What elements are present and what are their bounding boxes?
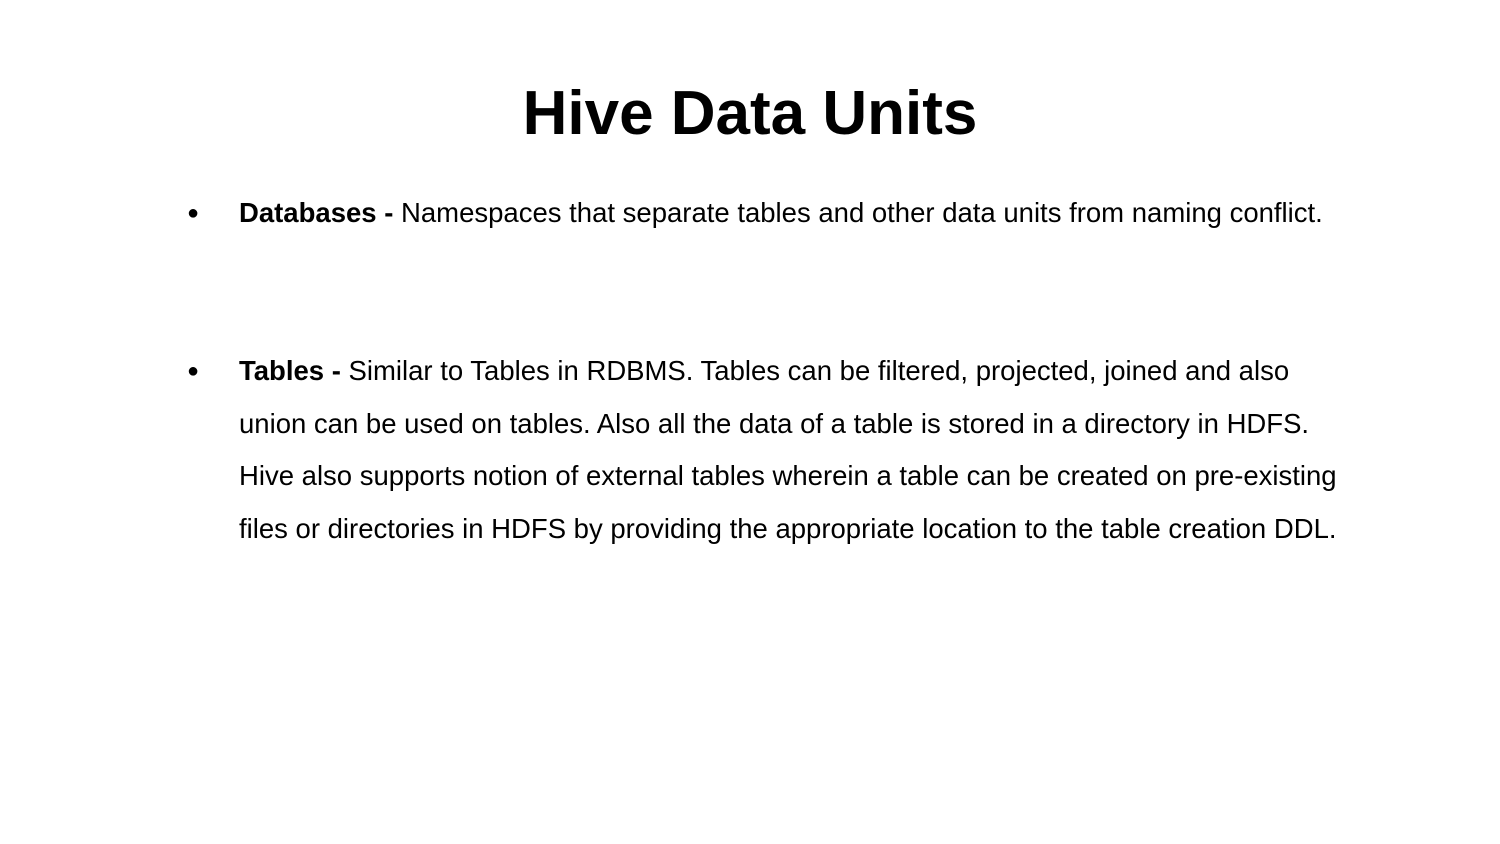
bullet-text: Similar to Tables in RDBMS. Tables can be filtered, projected, joined and also union can be used on tables. Also all the data of a table is stored in a directory in HDFS. Hive also supports notion of external tables wherein a table can be created on pre-existing files or directories in HDFS by providing the appropriate location to the table creation DDL.: [239, 355, 1337, 544]
bullet-term: Tables -: [239, 355, 341, 386]
bullet-dot-icon: ●: [187, 360, 200, 382]
bullet-text: Namespaces that separate tables and other data units from naming conflict.: [393, 197, 1323, 228]
bullet-term: Databases -: [239, 197, 394, 228]
bullet-item-tables: [187, 345, 1339, 555]
bullet-item-databases: [187, 187, 1339, 240]
slide-title: Hive Data Units: [522, 78, 978, 148]
bullet-dot-icon: ●: [187, 202, 200, 224]
